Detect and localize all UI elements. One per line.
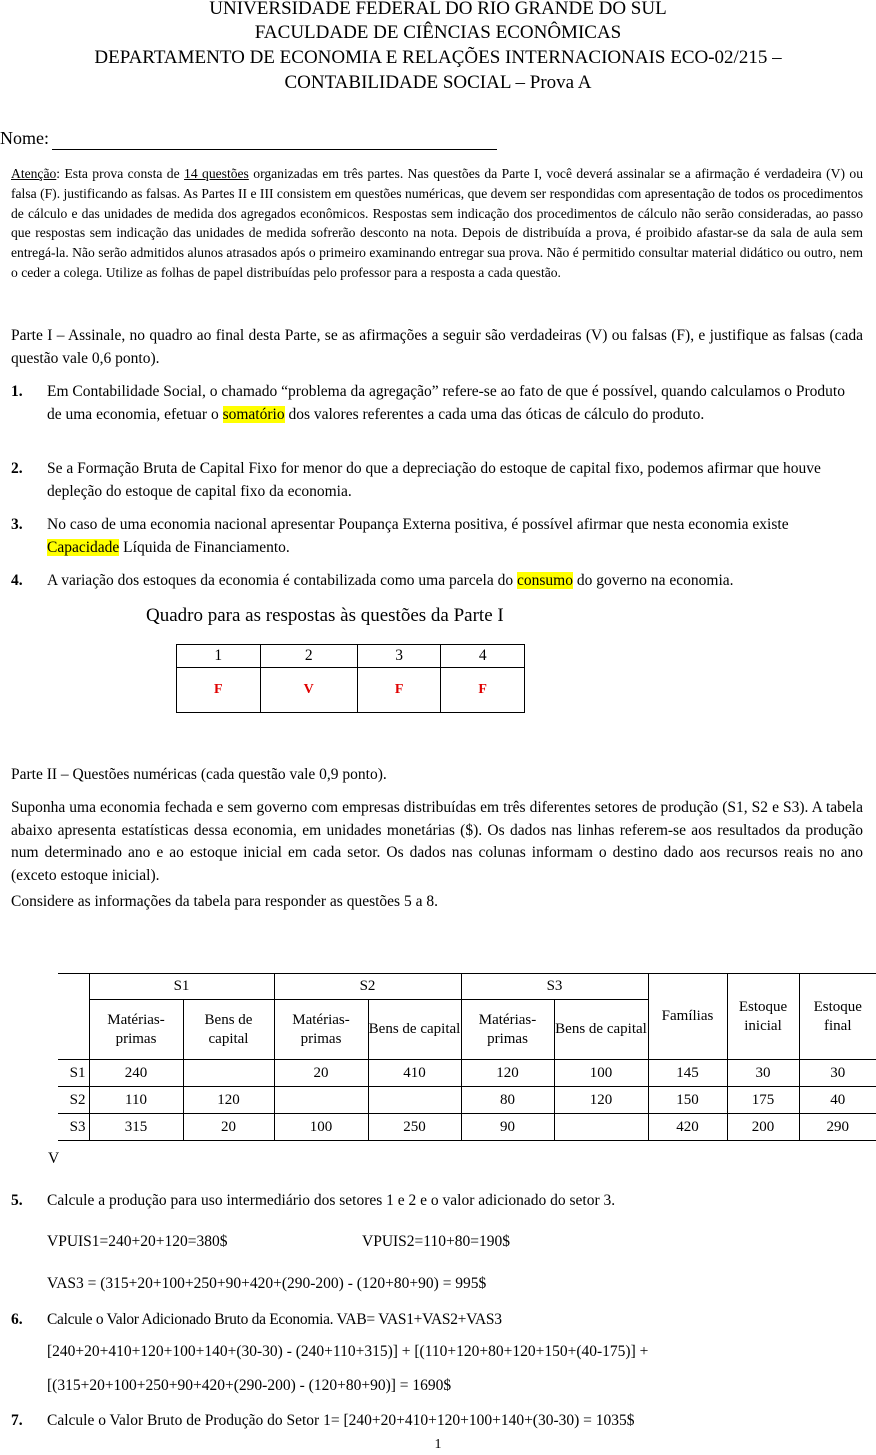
answer-cell[interactable]: V: [260, 668, 357, 713]
sub-header-mp: Matérias-primas: [274, 1000, 368, 1060]
group-header: S2: [274, 974, 461, 1000]
part2-consider: Considere as informações da tabela para responder as questões 5 a 8.: [11, 893, 438, 910]
q6-number: 6.: [11, 1311, 23, 1328]
table-cell: 20: [274, 1060, 368, 1087]
table-cell: [554, 1114, 648, 1141]
sub-header-bc: Bens de capital: [368, 1000, 461, 1060]
q1-number: 1.: [11, 383, 23, 400]
answer-cell[interactable]: F: [441, 668, 525, 713]
header-university: UNIVERSIDADE FEDERAL DO RIO GRANDE DO SUL: [209, 0, 667, 19]
header-department: DEPARTAMENTO DE ECONOMIA E RELAÇÕES INTERNACIONAIS ECO-02/215 –: [94, 47, 782, 68]
answer-header: 2: [260, 645, 357, 668]
table-cell: 250: [368, 1114, 461, 1141]
table-cell: [183, 1060, 274, 1087]
table-note: V: [48, 1150, 60, 1167]
answer-header: 4: [441, 645, 525, 668]
table-cell: 145: [648, 1060, 727, 1087]
table-cell: 90: [461, 1114, 554, 1141]
col-header-estoque-final: Estoque final: [799, 974, 876, 1060]
q3-number: 3.: [11, 516, 23, 533]
q5-answer-2: VPUIS2=110+80=190$: [362, 1233, 510, 1250]
table-cell: 315: [89, 1114, 183, 1141]
table-cell: 30: [727, 1060, 799, 1087]
q7-number: 7.: [11, 1412, 23, 1429]
part2-intro: Parte II – Questões numéricas (cada questão vale 0,9 ponto).: [11, 766, 387, 783]
q6-answer-line1: [240+20+410+120+100+140+(30-30) - (240+110+315)] + [(110+120+80+120+150+(40-175)] +: [47, 1343, 649, 1360]
table-row: [58, 1060, 876, 1087]
table-cell: 20: [183, 1114, 274, 1141]
table-cell: 80: [461, 1087, 554, 1114]
corner-cell: [58, 974, 89, 1060]
name-line[interactable]: [52, 149, 497, 150]
q6-text: Calcule o Valor Adicionado Bruto da Economia. VAB= VAS1+VAS2+VAS3: [47, 1311, 502, 1328]
answer-table-title: Quadro para as respostas às questões da Parte I: [146, 605, 504, 626]
table-row: [58, 1114, 876, 1141]
q6-answer-line2: [(315+20+100+250+90+420+(290-200) - (120+80+90)] = 1690$: [47, 1377, 452, 1394]
name-label: Nome:: [0, 128, 49, 148]
answer-cell[interactable]: F: [357, 668, 441, 713]
q5-text: Calcule a produção para uso intermediário dos setores 1 e 2 e o valor adicionado do setor 3.: [47, 1192, 616, 1209]
table-cell: [368, 1087, 461, 1114]
table-cell: [274, 1087, 368, 1114]
table-cell: 100: [554, 1060, 648, 1087]
table-cell: 410: [368, 1060, 461, 1087]
header-course: CONTABILIDADE SOCIAL – Prova A: [284, 72, 592, 93]
row-label: S1: [58, 1060, 89, 1087]
table-cell: 290: [799, 1114, 876, 1141]
sub-header-mp: Matérias-primas: [89, 1000, 183, 1060]
table-cell: 175: [727, 1087, 799, 1114]
q5-answer-3: VAS3 = (315+20+100+250+90+420+(290-200) - (120+80+90) = 995$: [47, 1275, 487, 1292]
notice: Atenção: Esta prova consta de 14 questões organizadas em três partes. Nas questões da Parte I, você deverá assinalar se a afirmação é verdadeira (V) ou falsa (F). justificando as falsas. As Partes II e III consistem em questões numéricas, que devem ser respondidas com apresentação de todos os procedimentos de cálculo e das unidades de medida dos agregados econômicos. Respostas sem indicação dos procedimentos de cálculo não serão consideradas, ao passo que respostas sem indicação das unidades de medida sofrerão desconto na nota. Depois de distribuída a prova, é proibido afastar-se da sala de aula sem entregá-la. Não serão admitidos alunos atrasados após o primeiro examinando entregar sua prova. Não é permitido consultar material didático ou outro, nem o ceder a colega. Utilize as folhas de papel distribuídas pelo professor para a resposta a cada questão.: [11, 166, 863, 280]
sub-header-bc: Bens de capital: [554, 1000, 648, 1060]
q4-number: 4.: [11, 572, 23, 589]
part2-scenario: Suponha uma economia fechada e sem governo com empresas distribuídas em três diferentes setores de produção (S1, S2 e S3). A tabela abaixo apresenta estatísticas dessa economia, em unidades monetárias ($). Os dados nas linhas referem-se aos resultados da produção num determinado ano e ao estoque inicial em cada setor. Os dados nas colunas informam o destino dado aos recursos reais no ano (exceto estoque inicial).: [11, 799, 863, 884]
table-cell: 200: [727, 1114, 799, 1141]
page-number: 1: [434, 1437, 442, 1452]
row-label: S2: [58, 1087, 89, 1114]
table-row: [58, 1087, 876, 1114]
table-cell: 420: [648, 1114, 727, 1141]
answer-header: 3: [357, 645, 441, 668]
col-header-estoque-inicial: Estoque inicial: [727, 974, 799, 1060]
group-header: S1: [89, 974, 274, 1000]
table-cell: 120: [183, 1087, 274, 1114]
table-cell: 120: [554, 1087, 648, 1114]
table-cell: 240: [89, 1060, 183, 1087]
q3-text: No caso de uma economia nacional apresentar Poupança Externa positiva, é possível afirmar que nesta economia existe Capacidade Líquida de Financiamento.: [47, 516, 789, 556]
group-header: S3: [461, 974, 648, 1000]
q1-text: Em Contabilidade Social, o chamado “problema da agregação” refere-se ao fato de que é possível, quando calculamos o Produto de uma economia, efetuar o somatório dos valores referentes a cada uma das óticas de cálculo do produto.: [47, 383, 845, 423]
sub-header-mp: Matérias-primas: [461, 1000, 554, 1060]
answer-header: 1: [177, 645, 261, 668]
row-label: S3: [58, 1114, 89, 1141]
q5-answer-1: VPUIS1=240+20+120=380$: [47, 1233, 228, 1250]
table-cell: 100: [274, 1114, 368, 1141]
col-header-familias: Famílias: [648, 974, 727, 1060]
q7-text: Calcule o Valor Bruto de Produção do Setor 1= [240+20+410+120+100+140+(30-30) = 1035$: [47, 1412, 635, 1429]
q4-text: A variação dos estoques da economia é contabilizada como uma parcela do consumo do governo na economia.: [47, 572, 734, 589]
q2-number: 2.: [11, 460, 23, 477]
q5-number: 5.: [11, 1192, 23, 1209]
sector-table: [58, 973, 876, 1141]
answer-cell[interactable]: F: [177, 668, 261, 713]
answer-table: [176, 644, 525, 713]
table-cell: 150: [648, 1087, 727, 1114]
table-cell: 40: [799, 1087, 876, 1114]
table-cell: 30: [799, 1060, 876, 1087]
q2-text: Se a Formação Bruta de Capital Fixo for menor do que a depreciação do estoque de capital fixo, podemos afirmar que houve depleção do estoque de capital fixo da economia.: [47, 460, 821, 500]
table-cell: 120: [461, 1060, 554, 1087]
header-faculty: FACULDADE DE CIÊNCIAS ECONÔMICAS: [254, 22, 622, 43]
part1-intro: Parte I – Assinale, no quadro ao final desta Parte, se as afirmações a seguir são verdadeiras (V) ou falsas (F), e justifique as falsas (cada questão vale 0,6 ponto).: [11, 327, 863, 367]
sub-header-bc: Bens de capital: [183, 1000, 274, 1060]
table-cell: 110: [89, 1087, 183, 1114]
